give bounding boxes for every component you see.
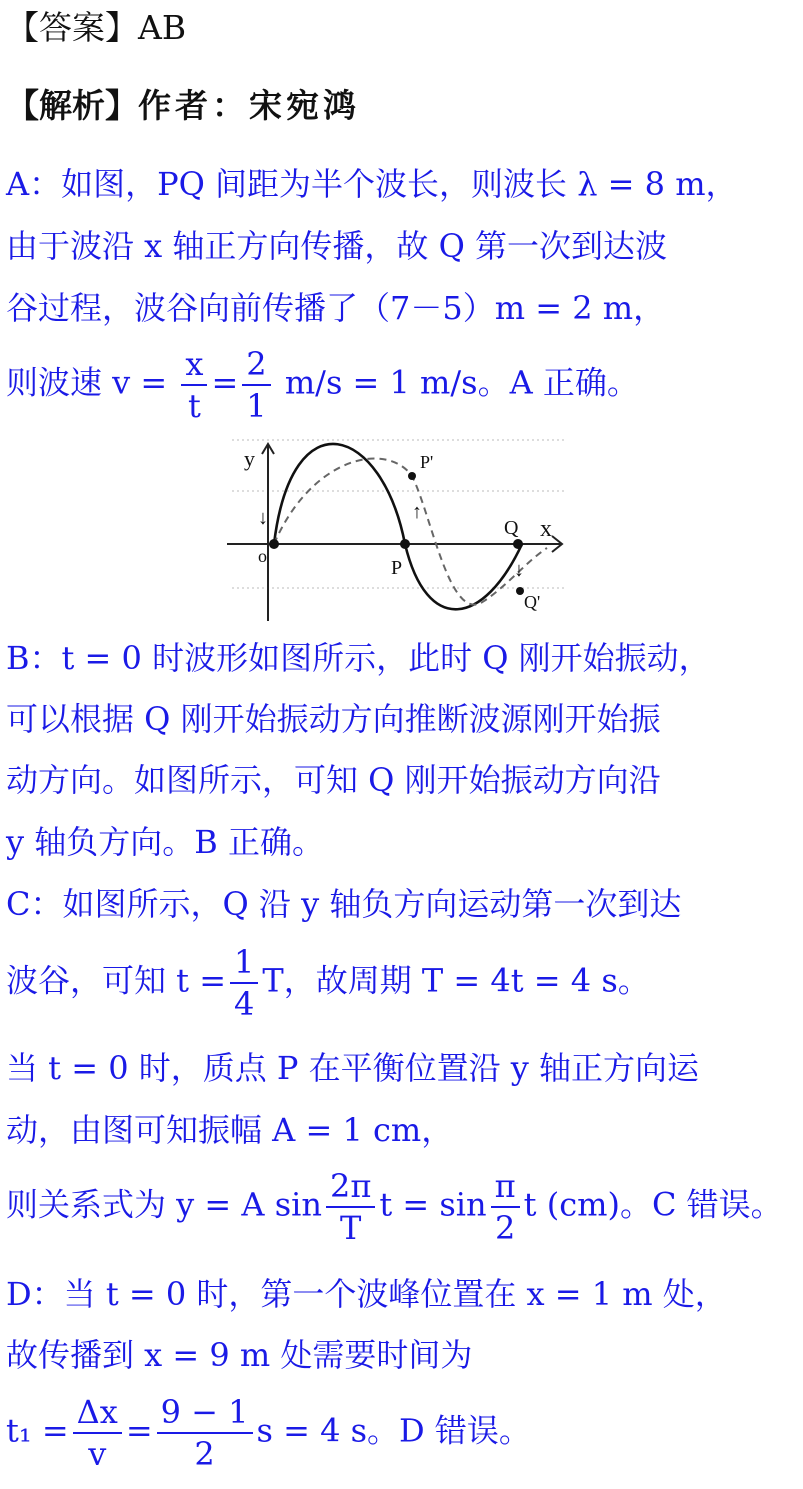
analysis-header — [6, 80, 360, 127]
o-down-arrow: ↓ — [258, 507, 268, 529]
analysis-label: 【解析】 — [6, 86, 138, 125]
author-prefix: 作者： — [138, 86, 249, 125]
frac-num: 1 — [230, 942, 258, 984]
option-b-line4: y 轴负方向。B 正确。 — [6, 823, 324, 861]
answer-value: AB — [138, 8, 187, 47]
frac-den: v — [88, 1435, 107, 1473]
option-c-line2 — [6, 942, 650, 1024]
point-q — [513, 539, 523, 549]
option-a-line2: 由于波沿 x 轴正方向传播，故 Q 第一次到达波 — [6, 227, 667, 265]
option-b-line1: B：t = 0 时波形如图所示，此时 Q 刚开始振动， — [6, 639, 711, 677]
frac-den: 1 — [246, 387, 267, 425]
option-d-line2: 故传播到 x = 9 m 处需要时间为 — [6, 1336, 473, 1374]
answer-line — [6, 2, 186, 49]
point-o — [269, 539, 279, 549]
point-p-prime — [408, 472, 416, 480]
frac-den: 2 — [494, 1209, 516, 1247]
fraction-1-over-4 — [230, 942, 258, 1024]
option-c-line2-pre: 波谷，可知 t = — [6, 961, 227, 1000]
q-label: Q — [504, 517, 519, 539]
option-a-line4 — [6, 344, 639, 426]
equals-sign: = — [211, 363, 239, 402]
wave-diagram — [222, 436, 572, 626]
option-c-line5-mid: t = sin — [379, 1185, 487, 1224]
frac-den: 4 — [234, 985, 255, 1023]
option-c-line5-post: t (cm)。C 错误。 — [523, 1185, 783, 1224]
option-d-line1: D：当 t = 0 时，第一个波峰位置在 x = 1 m 处， — [6, 1275, 727, 1313]
fraction-2pi-over-t — [326, 1166, 375, 1248]
option-a-line3: 谷过程，波谷向前传播了（7－5）m = 2 m， — [6, 289, 666, 327]
wave-solid — [274, 444, 522, 609]
x-label: x — [540, 516, 552, 542]
frac-den: t — [188, 387, 201, 425]
frac-num: Δx — [73, 1392, 122, 1434]
frac-den: 2 — [194, 1435, 215, 1473]
point-p — [400, 539, 410, 549]
option-c-line5 — [6, 1166, 783, 1248]
q-down-arrow: ↓ — [514, 559, 524, 581]
frac-num: x — [181, 344, 207, 386]
wave-figure — [222, 436, 572, 626]
equals-sign: = — [125, 1411, 153, 1450]
fraction-dx-over-v — [73, 1392, 122, 1474]
y-label: y — [244, 446, 255, 471]
option-c-line1: C：如图所示，Q 沿 y 轴负方向运动第一次到达 — [6, 885, 682, 923]
frac-num: 9 − 1 — [157, 1392, 253, 1434]
fraction-2-over-1 — [242, 344, 270, 426]
option-c-line2-post: T，故周期 T = 4t = 4 s。 — [262, 961, 650, 1000]
q-prime-label: Q' — [524, 592, 541, 612]
fraction-x-over-t — [181, 344, 207, 426]
frac-den: T — [339, 1209, 362, 1247]
option-b-line3: 动方向。如图所示，可知 Q 刚开始振动方向沿 — [6, 761, 661, 799]
frac-num: 2 — [242, 344, 270, 386]
option-a-speed-post: m/s = 1 m/s。A 正确。 — [284, 363, 639, 402]
point-q-prime — [516, 587, 524, 595]
o-label: o — [258, 546, 267, 566]
p-up-arrow: ↑ — [412, 501, 422, 523]
frac-num: π — [491, 1166, 520, 1208]
option-d-line3-post: s = 4 s。D 错误。 — [256, 1411, 531, 1450]
fraction-9-minus-1-over-2 — [157, 1392, 253, 1474]
option-a-speed-pre: 则波速 v = — [6, 363, 168, 402]
option-c-line4: 动，由图可知振幅 A = 1 cm， — [6, 1111, 454, 1149]
answer-label: 【答案】 — [6, 8, 138, 47]
option-a-line1: A：如图，PQ 间距为半个波长，则波长 λ = 8 m， — [6, 165, 738, 203]
p-label: P — [391, 557, 403, 579]
p-prime-label: P' — [420, 452, 434, 472]
author-name: 宋宛鸿 — [249, 86, 360, 125]
option-c-line5-pre: 则关系式为 y = A sin — [6, 1185, 322, 1224]
fraction-pi-over-2 — [491, 1166, 520, 1248]
option-d-line3-pre: t₁ = — [6, 1411, 69, 1450]
option-b-line2: 可以根据 Q 刚开始振动方向推断波源刚开始振 — [6, 700, 661, 738]
option-c-line3: 当 t = 0 时，质点 P 在平衡位置沿 y 轴正方向运 — [6, 1049, 700, 1087]
frac-num: 2π — [326, 1166, 375, 1208]
option-d-line3 — [6, 1392, 531, 1474]
